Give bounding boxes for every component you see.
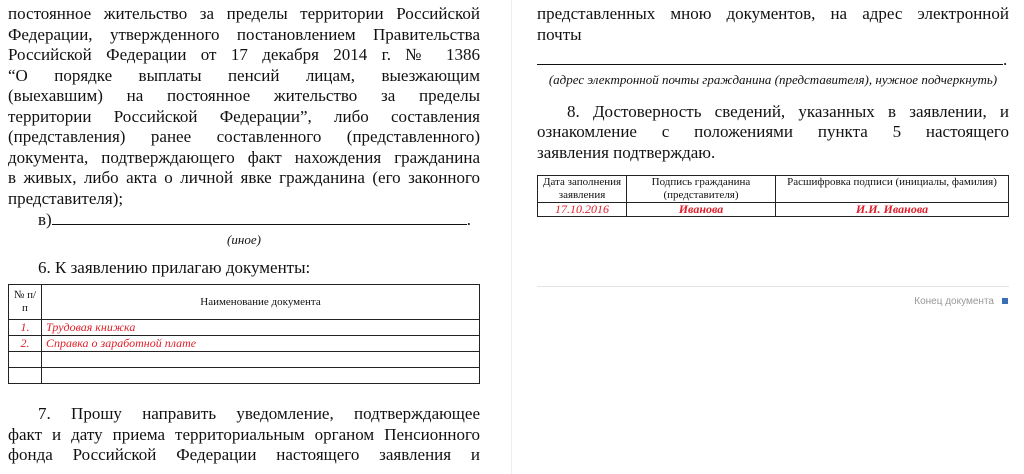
blank-line (52, 209, 467, 225)
square-icon (1002, 298, 1008, 304)
right-column: представленных мною документов, на адрес электронной почты . (адрес электронной почты гражданина (представителя), нужное подчеркнуть) 8. Достоверность сведений, указанных в заявлении, и ознакомление с положениями пункта 5 настоящего заявления подтверждаю. Дата заполнения заявления Подпись гражданина (представителя) Расшифровка подписи (инициалы, фамилия) 17.10.2016 Иванова И.И. Иванова (537, 4, 1009, 216)
item-v-hint: (иное) (227, 231, 261, 247)
email-line-1: представленных мною документов, на адрес электронной (537, 4, 1009, 23)
table-row (9, 352, 480, 368)
text-line: Федерации, утвержденного постановлением Правительства (8, 24, 480, 44)
signature-table: Дата заполнения заявления Подпись гражданина (представителя) Расшифровка подписи (инициалы, фамилия) 17.10.2016 Иванова И.И. Иванова (537, 175, 1009, 217)
text-line: (представления) ранее составленного (представленного) (8, 127, 480, 146)
text-line: “О порядке выплаты пенсий лицам, выезжающим (8, 65, 480, 85)
signature-cell: Иванова (627, 203, 776, 217)
end-of-document: Конец документа (914, 296, 1008, 307)
documents-table: № п/п Наименование документа 1. Трудовая книжка 2. Справка о заработной плате (8, 284, 480, 384)
email-line-2: почты (537, 24, 582, 44)
text-line: ознакомление с положениями пункта 5 настоящего (537, 122, 1009, 141)
section-7 (8, 404, 480, 466)
paragraph-continuation (8, 4, 480, 189)
end-divider (537, 286, 1009, 287)
section-8-last-line: заявления подтверждаю. (537, 142, 716, 162)
date-cell: 17.10.2016 (538, 203, 627, 217)
paragraph-last-line: представителя); (8, 188, 124, 208)
left-column (8, 4, 480, 466)
name-cell: И.И. Иванова (776, 203, 1009, 217)
section-6-heading: 6. К заявлению прилагаю документы: (38, 257, 311, 277)
text-line: фонда Российской Федерации настоящего заявления и (8, 445, 480, 464)
text-line: территории Российской Федерации”, либо составления (8, 106, 480, 126)
email-hint: (адрес электронной почты гражданина (представителя), нужное подчеркнуть) (548, 71, 998, 87)
email-blank-line (537, 49, 1003, 65)
text-line: (выехавшим) на постоянное жительство за пределы (8, 86, 480, 105)
text-line: документа, подтверждающего факт нахождения гражданина (8, 147, 480, 167)
table-row: 2. Справка о заработной плате (9, 336, 480, 352)
section-8 (537, 102, 1009, 143)
item-v: в) . (38, 210, 471, 229)
column-divider (511, 0, 512, 474)
text-line: факт и дату приема территориальным органом Пенсионного (8, 424, 480, 444)
text-line: постоянное жительство за пределы территории Российской (8, 4, 480, 23)
table-row (9, 368, 480, 384)
text-line: 7. Прошу направить уведомление, подтверждающее (38, 404, 480, 423)
text-line: в живых, либо акта о личной явке гражданина (его законного (8, 168, 480, 187)
table-row: 1. Трудовая книжка (9, 320, 480, 336)
text-line: 8. Достоверность сведений, указанных в заявлении, и (567, 101, 1009, 121)
text-line: Российской Федерации от 17 декабря 2014 г. № 1386 (8, 45, 480, 64)
